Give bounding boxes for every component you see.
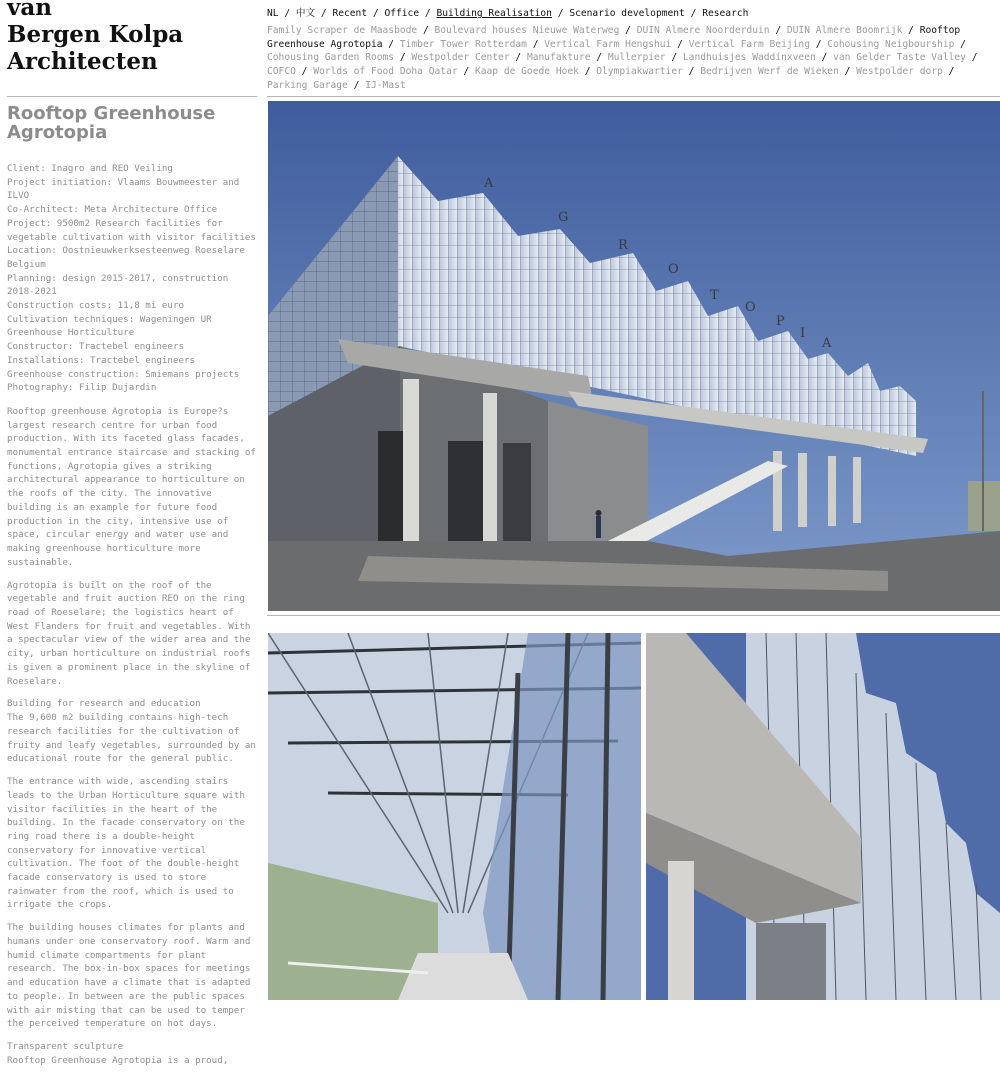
project-link[interactable]: Vertical Farm Beijing [688, 38, 810, 50]
project-link[interactable]: Westpolder dorp [856, 66, 943, 78]
fact-co-architect: Co-Architect: Meta Architecture Office [7, 204, 218, 216]
divider [267, 615, 1000, 616]
nav-separator: / [942, 66, 955, 78]
fact-costs: Construction costs: 11,8 mi euro [7, 300, 185, 312]
nav-separator: / [347, 79, 366, 91]
nav-separator: / [809, 38, 828, 50]
logo-line-3: Architecten [7, 48, 158, 75]
project-link[interactable]: van Gelder Taste Valley [833, 52, 966, 64]
facade-letter: I [800, 326, 806, 341]
project-link[interactable]: Parking Garage [267, 79, 348, 91]
description-paragraph: Transparent sculpture Rooftop Greenhouse Agrotopia is a proud, [7, 1041, 229, 1066]
project-facts [7, 162, 259, 395]
description-paragraph: Building for research and education The 9,600 m2 building contains high-tech research facilities for the cultivation of fruity and leafy vegetables, surrounded by an educational route for the general public. [7, 698, 256, 765]
project-title [7, 104, 259, 142]
logo-line-2: Bergen Kolpa [7, 21, 184, 48]
project-link[interactable]: Rooftop Greenhouse Agrotopia [267, 25, 961, 50]
nav-separator: / [424, 8, 437, 19]
project-link[interactable]: COFCO [267, 66, 296, 78]
nav-separator: / [690, 8, 703, 19]
project-link[interactable]: DUIN Almere Boomrijk [786, 25, 903, 36]
facade-letter: O [745, 300, 756, 315]
project-list-navigation [267, 24, 1000, 93]
project-link[interactable]: Olympiakwartier [596, 66, 683, 78]
project-link[interactable]: Cohousing Garden Rooms [267, 52, 395, 64]
nav-separator: / [526, 38, 545, 50]
project-link[interactable]: Mullerpier [607, 52, 666, 64]
divider [267, 96, 1000, 97]
nav-separator: / [557, 8, 570, 19]
description-paragraph: Agrotopia is built on the roof of the vegetable and fruit auction REO on the ring road of Roeselare; the logistics heart of West Flanders for fruit and vegetables. With a spectacular view of the wider area and the city, urban horticulture on industrial roofs is given a prominent place in the skyline of Roeselare. [7, 579, 251, 687]
fact-client: Client: Inagro and REO Veiling [7, 163, 173, 174]
nav-separator: / [954, 38, 966, 50]
nav-link-chinese[interactable]: 中文 [295, 8, 316, 19]
fact-installations: Installations: Tractebel engineers [7, 354, 196, 366]
project-link[interactable]: Timber Tower Rotterdam [399, 38, 527, 50]
nav-separator: / [417, 25, 435, 36]
divider [7, 96, 257, 97]
facade-letter: A [484, 176, 494, 191]
project-description [7, 104, 259, 1077]
project-link[interactable]: Kaap de Goede Hoek [474, 66, 579, 78]
facade-letter: A [822, 336, 832, 351]
description-paragraph: Rooftop greenhouse Agrotopia is Europe?s largest research centre for urban food production. With its faceted glass facades, monumental entrance staircase and stacking of functions, Agrotopia gives a striking architectural appearance to horticulture on the roofs of the city. The innovative building is an example for future food production in the city, intensive use of space, circular energy and water use and making greenhouse horticulture more sustainable. [7, 405, 256, 568]
nav-separator: / [682, 66, 701, 78]
project-link[interactable]: Cohousing Neigbourship [827, 38, 955, 50]
project-link[interactable]: Bedrijven Werf de Wieken [700, 66, 839, 78]
facade-letter: O [668, 262, 679, 277]
nav-separator: / [382, 38, 400, 50]
project-link[interactable]: Manufakture [526, 52, 591, 64]
nav-separator: / [815, 52, 834, 64]
nav-separator: / [769, 25, 787, 36]
fact-constructor: Constructor: Tractebel engineers [7, 341, 185, 353]
project-link[interactable]: Landhuisjes Waddinxveen [682, 52, 816, 64]
nav-separator: / [578, 66, 597, 78]
site-logo[interactable] [7, 0, 247, 75]
project-link[interactable]: Westpolder Center [411, 52, 510, 64]
nav-link-office[interactable]: Office [384, 8, 420, 19]
nav-separator: / [965, 52, 978, 64]
facade-letter: T [710, 288, 719, 303]
fact-initiation: Project initiation: Vlaams Bouwmeester and ILVO [7, 176, 240, 202]
logo-line-1: van [7, 0, 52, 21]
nav-separator: / [902, 25, 920, 36]
facade-letter: P [776, 314, 785, 329]
main-navigation [267, 7, 1000, 20]
nav-link-building-realisation[interactable]: Building Realisation [436, 8, 552, 19]
project-title-line-1: Rooftop Greenhouse [7, 103, 216, 124]
project-title-line-2: Agrotopia [7, 122, 108, 143]
nav-separator: / [509, 52, 527, 64]
nav-separator: / [838, 66, 857, 78]
nav-separator: / [619, 25, 637, 36]
project-link[interactable]: Worlds of Food Doha Qatar [313, 66, 458, 78]
nav-separator: / [320, 8, 333, 19]
nav-link-research[interactable]: Research [702, 8, 749, 19]
fact-photography: Photography: Filip Dujardin [7, 382, 157, 394]
nav-separator: / [671, 38, 689, 50]
project-link[interactable]: Family Scraper de Maasbode [267, 25, 418, 36]
description-paragraph: The entrance with wide, ascending stairs leads to the Urban Horticulture square with visitor facilities in the heart of the building. In the facade conservatory on the ring road there is a double-height conservatory for innovative vertical cultivation. The foot of the double-height facade conservatory is used to store rainwater from the roof, which is used to irrigate the crops. [7, 776, 245, 911]
nav-separator: / [295, 66, 314, 78]
nav-separator: / [284, 8, 296, 19]
fact-project: Project: 9500m2 Research facilities for vegetable cultivation with visitor facilities [7, 217, 256, 243]
project-link[interactable]: Boulevard houses Nieuwe Waterweg [434, 25, 620, 36]
project-photo-cantilever-detail[interactable] [646, 633, 1000, 1000]
project-photo-interior[interactable] [268, 633, 641, 1000]
nav-separator: / [457, 66, 475, 78]
description-paragraph: The building houses climates for plants and humans under one conservatory roof. Warm and humid climate compartments for plant research. The box-in-box spaces for meetings and education have a climate that is adapted to people. In between are the public spaces with air misting that can be used to temper the perceived temperature on hot days. [7, 922, 251, 1030]
nav-link-nl[interactable]: NL [267, 8, 279, 19]
nav-link-scenario-development[interactable]: Scenario development [569, 8, 685, 19]
project-link[interactable]: Vertical Farm Hengshui [544, 38, 672, 50]
fact-location: Location: Oostnieuwkerksesteenweg Roeselare Belgium [7, 245, 245, 270]
fact-planning: Planning: design 2015-2017, construction 2018-2021 [7, 272, 229, 298]
nav-link-recent[interactable]: Recent [332, 8, 368, 19]
nav-separator: / [590, 52, 608, 64]
project-link[interactable]: IJ-Mast [365, 79, 406, 91]
facade-letter: R [618, 238, 628, 253]
project-link[interactable]: DUIN Almere Noorderduin [636, 25, 770, 36]
nav-separator: / [665, 52, 683, 64]
fact-greenhouse-construction: Greenhouse construction: Smiemans projects [7, 368, 240, 380]
fact-cultivation: Cultivation techniques: Wageningen UR Greenhouse Horticulture [7, 313, 212, 339]
nav-separator: / [394, 52, 412, 64]
nav-separator: / [372, 8, 385, 19]
project-photo-exterior[interactable] [268, 101, 1000, 611]
facade-letter: G [558, 210, 569, 225]
